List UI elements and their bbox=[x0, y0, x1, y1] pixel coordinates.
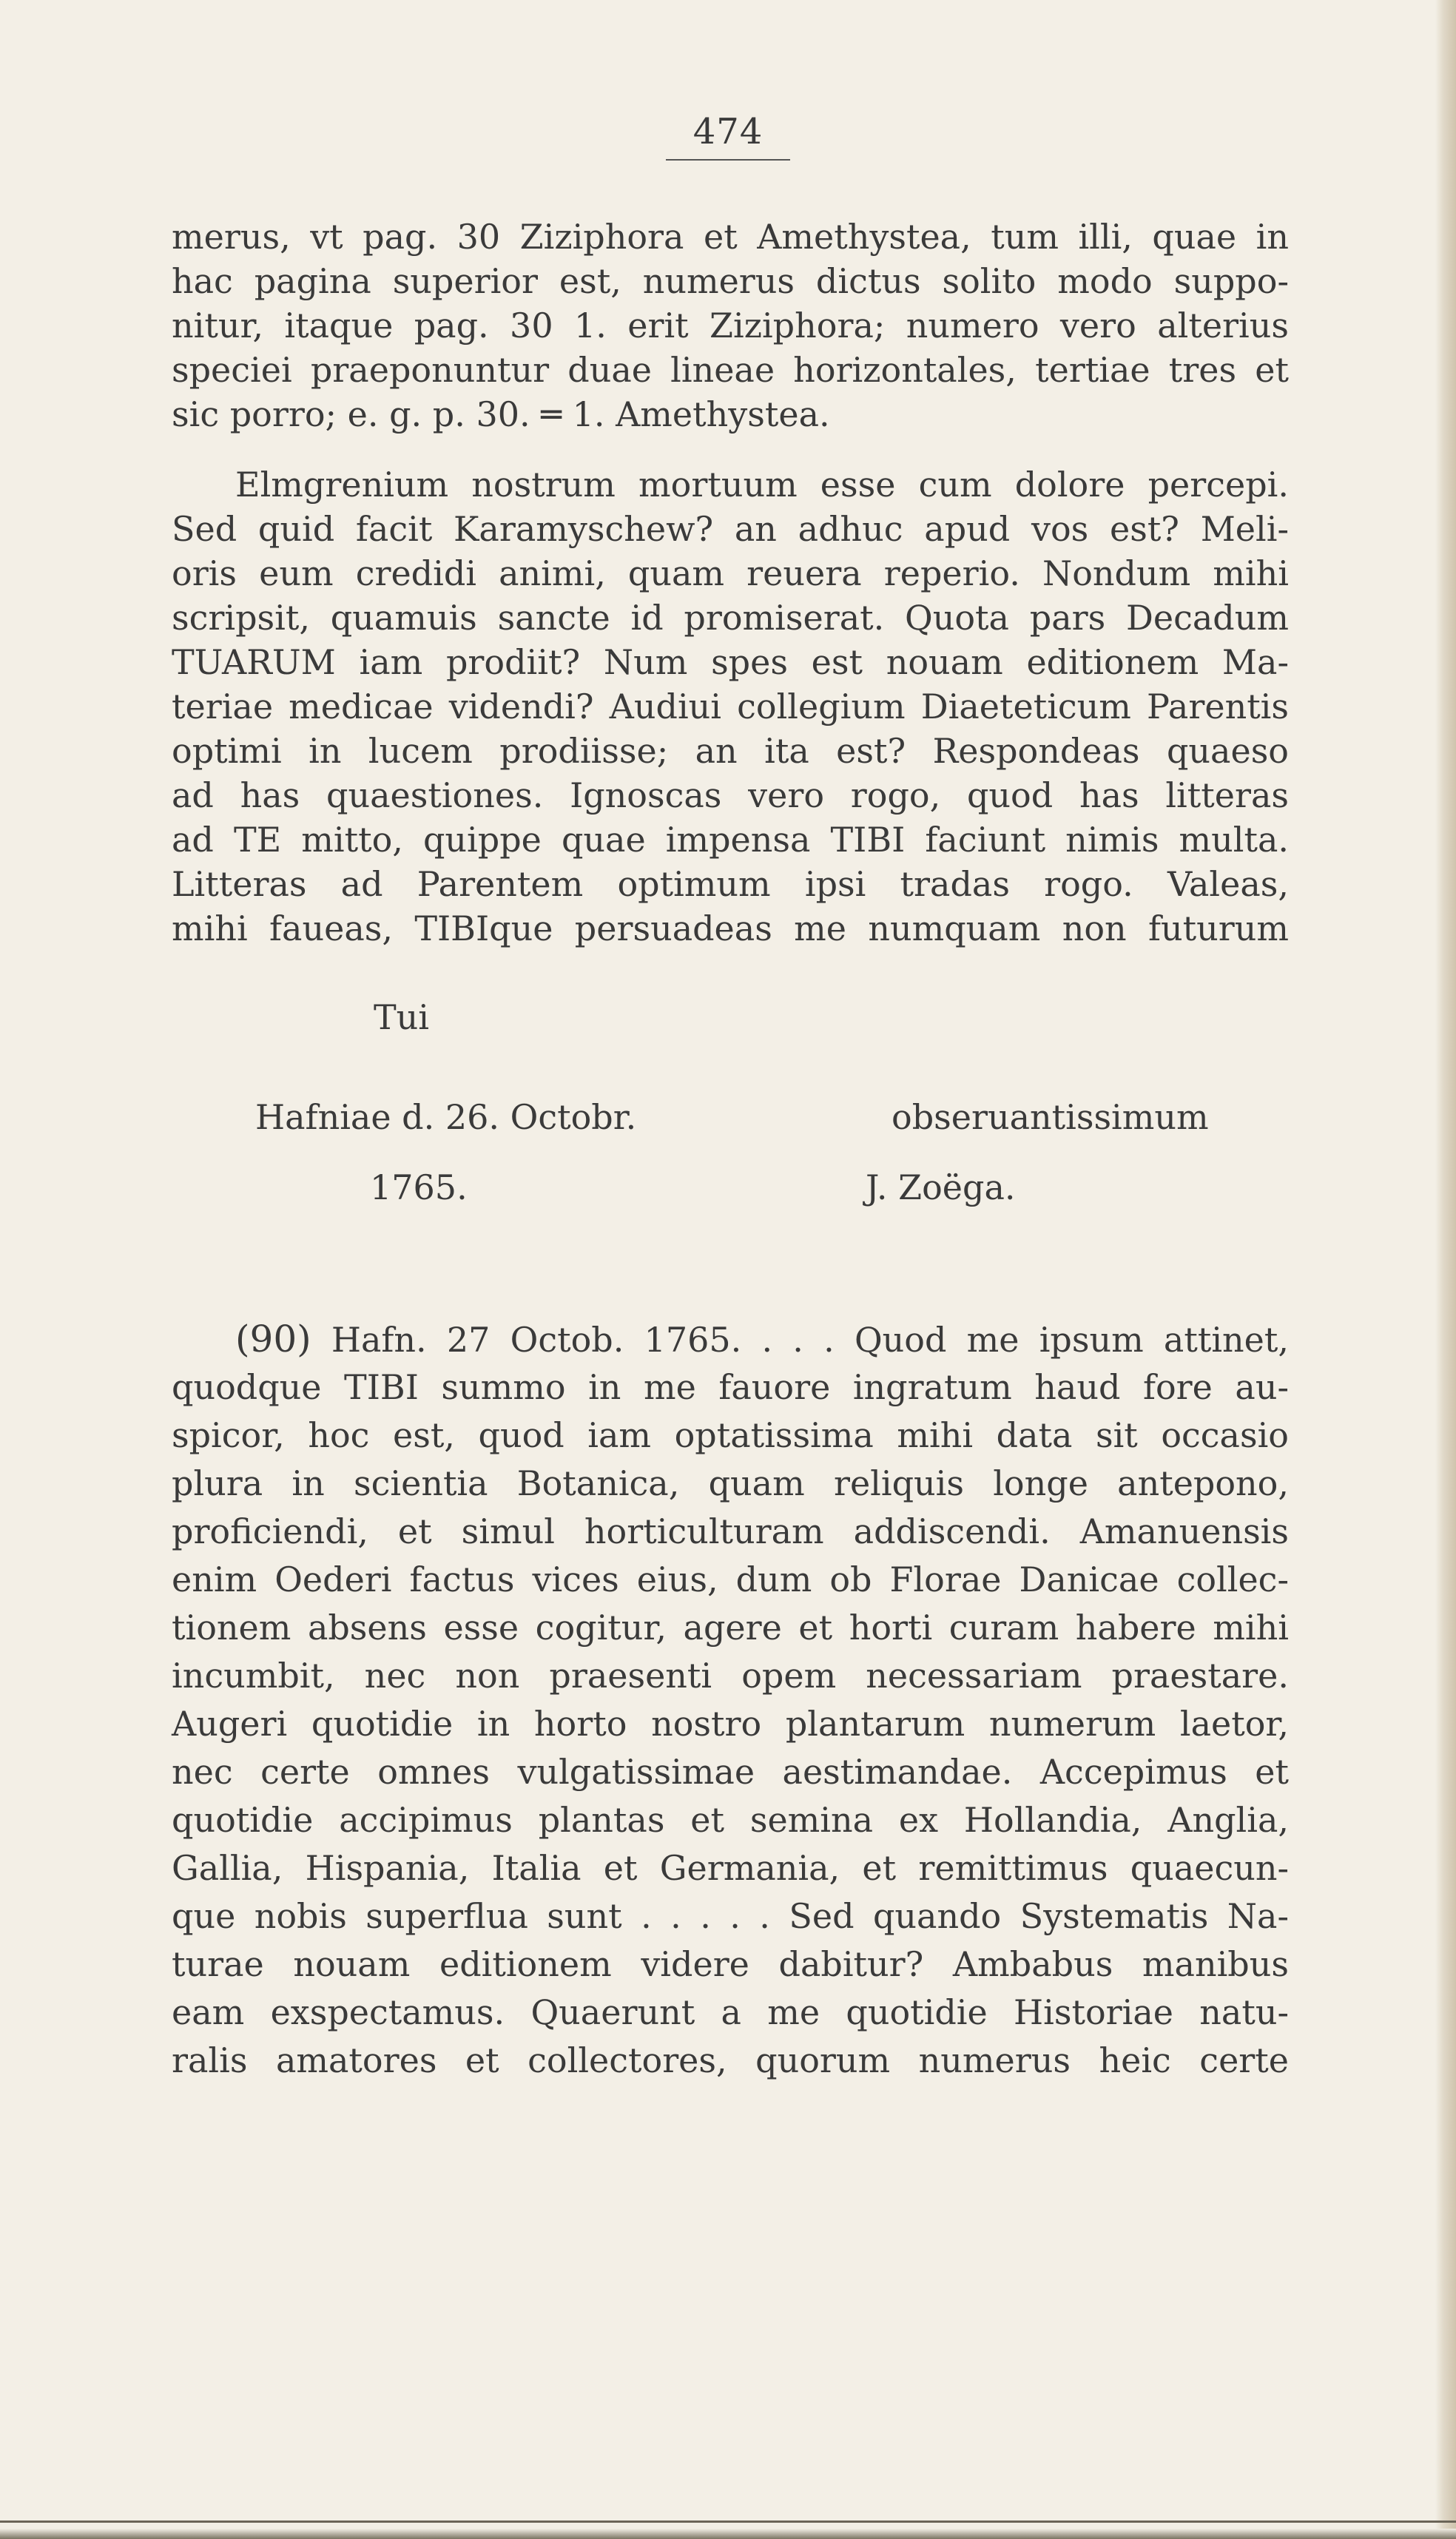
text-line: Augeri quotidie in horto nostro plantarum numerum laetor, bbox=[172, 1704, 1289, 1744]
text-line: spicor, hoc est, quod iam optatissima mihi data sit occasio bbox=[172, 1415, 1289, 1455]
text-line: mihi faueas, TIBIque persuadeas me numquam non futurum bbox=[172, 908, 1289, 948]
page-edge-bottom bbox=[0, 2529, 1456, 2539]
text-line: Sed quid facit Karamyschew? an adhuc apud vos est? Meli- bbox=[172, 509, 1289, 549]
text-line: speciei praeponuntur duae lineae horizontales, tertiae tres et bbox=[172, 350, 1289, 390]
text-line: nitur, itaque pag. 30 1. erit Ziziphora; numero vero alterius bbox=[172, 306, 1289, 345]
text-line: eam exspectamus. Quaerunt a me quotidie Historiae natu- bbox=[172, 1992, 1289, 2032]
text-line: ad has quaestiones. Ignoscas vero rogo, quod has litteras bbox=[172, 775, 1289, 815]
closing-signature: J. Zoëga. bbox=[866, 1167, 1016, 1207]
closing-year: 1765. bbox=[370, 1167, 468, 1207]
letter-90-first-line bbox=[235, 1317, 1289, 1362]
text-line: tionem absens esse cogitur, agere et horti curam habere mihi bbox=[172, 1608, 1289, 1648]
text-line: enim Oederi factus vices eius, dum ob Florae Danicae collec- bbox=[172, 1560, 1289, 1599]
text-line: incumbit, nec non praesenti opem necessariam praestare. bbox=[172, 1656, 1289, 1696]
text-line: nec certe omnes vulgatissimae aestimandae. Accepimus et bbox=[172, 1752, 1289, 1792]
text-line: scripsit, quamuis sancte id promiserat. Quota pars Decadum bbox=[172, 598, 1289, 638]
text-line: Elmgrenium nostrum mortuum esse cum dolore percepi. bbox=[235, 465, 1289, 505]
letter-number: (90) bbox=[235, 1318, 311, 1360]
closing-valediction: obseruantissimum bbox=[892, 1097, 1209, 1137]
text-line: Gallia, Hispania, Italia et Germania, et remittimus quaecun- bbox=[172, 1848, 1289, 1888]
text-line: quotidie accipimus plantas et semina ex Hollandia, Anglia, bbox=[172, 1800, 1289, 1840]
text-line: plura in scientia Botanica, quam reliquis longe antepono, bbox=[172, 1463, 1289, 1503]
text-line: que nobis superflua sunt . . . . . Sed quando Systematis Na- bbox=[172, 1896, 1289, 1936]
letter-heading-text: Hafn. 27 Octob. 1765. . . . Quod me ipsum attinet, bbox=[331, 1320, 1289, 1360]
text-line: sic porro; e. g. p. 30. ═ 1. Amethystea. bbox=[172, 394, 830, 434]
text-line: ralis amatores et collectores, quorum numerus heic certe bbox=[172, 2040, 1289, 2080]
page-edge-line bbox=[0, 2521, 1456, 2523]
text-line: proficiendi, et simul horticulturam addiscendi. Amanuensis bbox=[172, 1511, 1289, 1551]
closing-tui: Tui bbox=[374, 997, 430, 1037]
text-line: hac pagina superior est, numerus dictus solito modo suppo- bbox=[172, 261, 1289, 301]
text-line: turae nouam editionem videre dabitur? Ambabus manibus bbox=[172, 1944, 1289, 1984]
page-number: 474 bbox=[692, 111, 764, 152]
text-line: teriae medicae videndi? Audiui collegium Diaeteticum Parentis bbox=[172, 687, 1289, 726]
text-line: Litteras ad Parentem optimum ipsi tradas rogo. Valeas, bbox=[172, 864, 1289, 904]
text-line: oris eum credidi animi, quam reuera reperio. Nondum mihi bbox=[172, 553, 1289, 593]
page-edge-right bbox=[1435, 0, 1456, 2539]
page-number-underline bbox=[666, 159, 790, 161]
closing-place-date: Hafniae d. 26. Octobr. bbox=[255, 1097, 637, 1137]
text-line: ad TE mitto, quippe quae impensa TIBI faciunt nimis multa. bbox=[172, 820, 1289, 860]
text-line: merus, vt pag. 30 Ziziphora et Amethystea, tum illi, quae in bbox=[172, 217, 1289, 257]
text-line: optimi in lucem prodiisse; an ita est? Respondeas quaeso bbox=[172, 731, 1289, 771]
text-line: TUARUM iam prodiit? Num spes est nouam editionem Ma- bbox=[172, 642, 1289, 682]
text-line: quodque TIBI summo in me fauore ingratum haud fore au- bbox=[172, 1367, 1289, 1407]
